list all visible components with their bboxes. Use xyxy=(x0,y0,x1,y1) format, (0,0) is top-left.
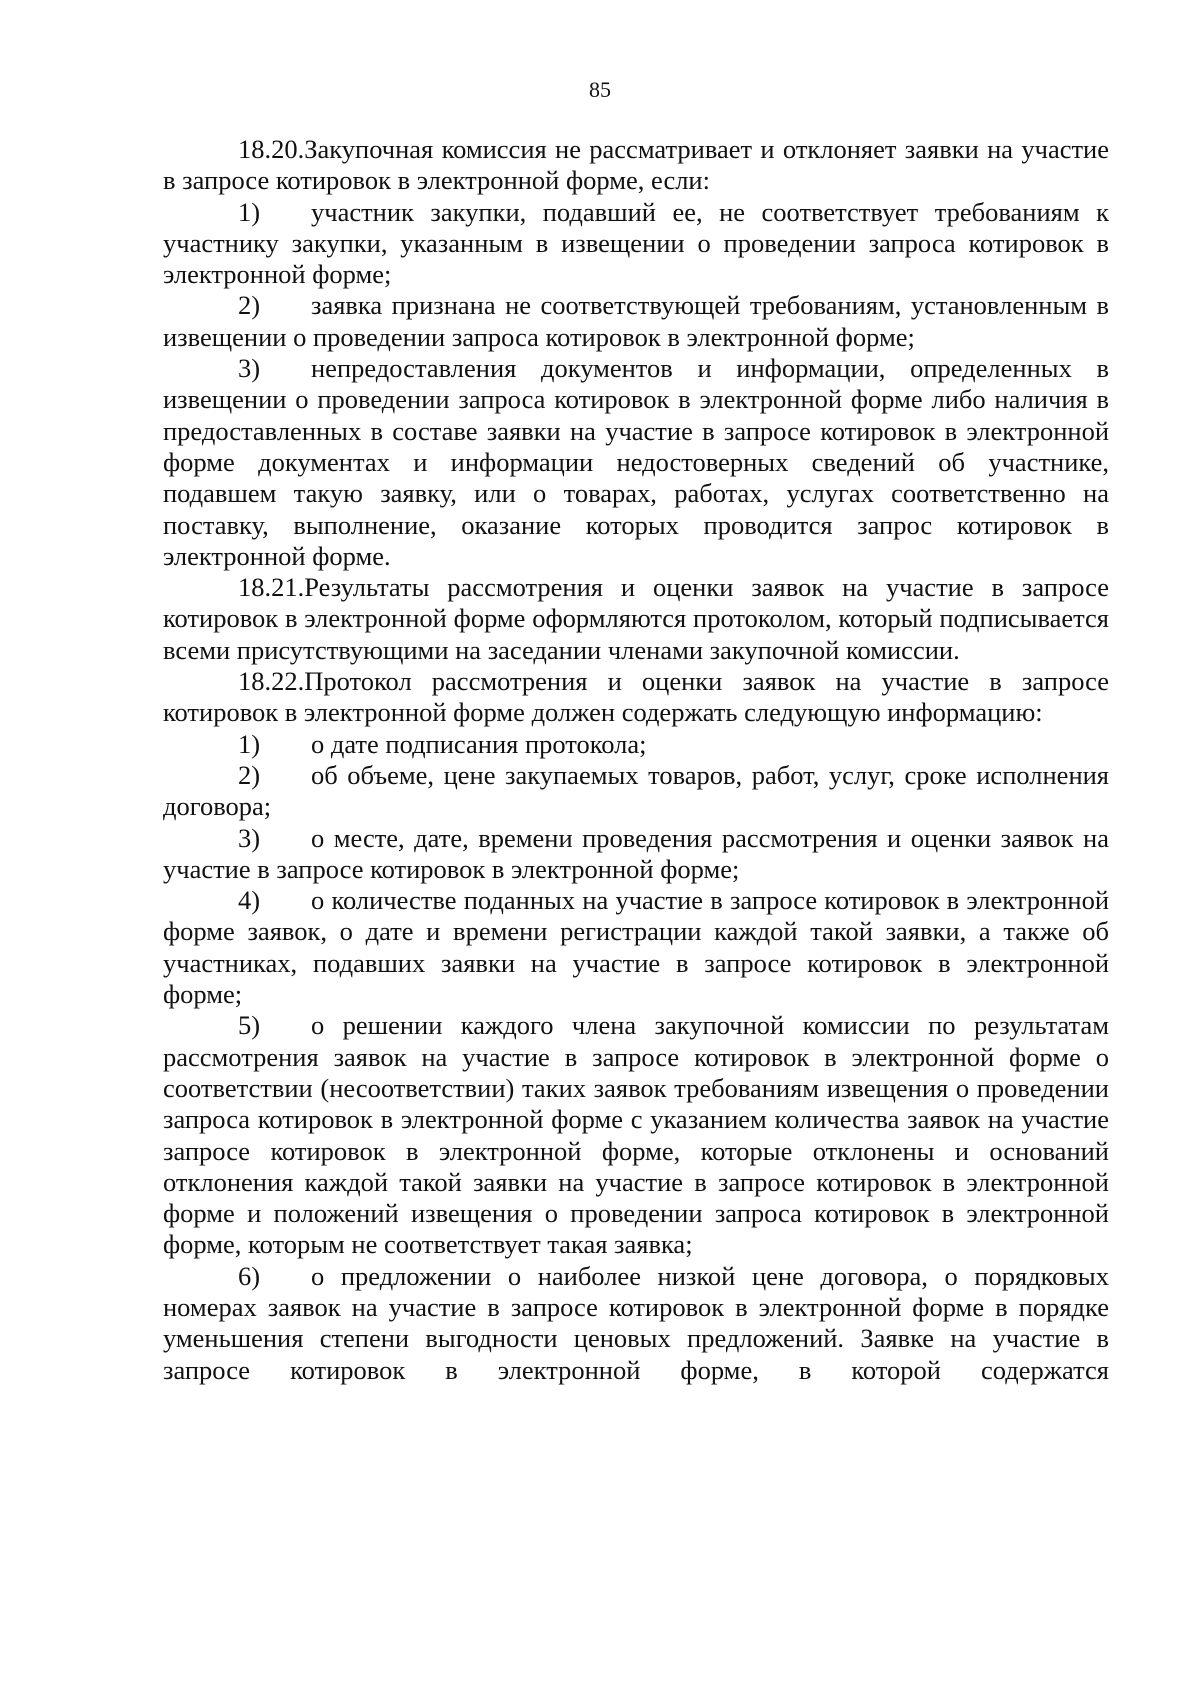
paragraph-18-21 xyxy=(163,572,1109,666)
paragraph-text: 18.21.Результаты рассмотрения и оценки заявок на участие в запросе котировок в электронной форме оформляются протоколом, который подписывается всеми присутствующими на заседании членами закупочной комиссии. xyxy=(163,572,1109,665)
list-marker: 1) xyxy=(238,728,261,759)
list-marker: 4) xyxy=(238,885,261,916)
list-item-2 xyxy=(163,290,1109,353)
list-marker: 5) xyxy=(238,1010,261,1041)
protocol-item-1 xyxy=(163,729,1109,760)
protocol-item-3 xyxy=(163,823,1109,886)
list-marker: 2) xyxy=(238,759,261,790)
paragraph-text: 18.20.Закупочная комиссия не рассматривает и отклоняет заявки на участие в запросе котировок в электронной форме, если: xyxy=(163,134,1109,196)
page-number: 85 xyxy=(589,77,611,102)
paragraph-text: 18.22.Протокол рассмотрения и оценки заявок на участие в запросе котировок в электронной форме должен содержать следующую информацию: xyxy=(163,666,1109,728)
list-marker: 3) xyxy=(238,822,261,853)
list-item-text: участник закупки, подавший ее, не соответствует требованиям к участнику закупки, указанным в извещении о проведении запроса котировок в электронной форме; xyxy=(163,196,1109,290)
list-marker: 3) xyxy=(238,353,261,384)
list-item-text: о решении каждого члена закупочной комиссии по результатам рассмотрения заявок на участие в запросе котировок в электронной форме о соответствии (несоответствии) таких заявок требованиям извещения о проведении запроса котировок в электронной форме с указанием количества заявок на участие запросе котировок в электронной форме, которые отклонены и оснований отклонения каждой такой заявки на участие в запросе котировок в электронной форме и положений извещения о проведении запроса котировок в электронной форме, которым не соответствует такая заявка; xyxy=(163,1010,1109,1260)
list-item-text: непредоставления документов и информации, определенных в извещении о проведении запроса котировок в электронной форме либо наличия в предоставленных в составе заявки на участие в запросе котировок в электронной форме документах и информации недостоверных сведений об участнике, подавшем такую заявку, или о товарах, работах, услугах соответственно на поставку, выполнение, оказание которых проводится запрос котировок в электронной форме. xyxy=(163,353,1109,571)
paragraph-18-20 xyxy=(163,134,1109,197)
protocol-item-2 xyxy=(163,760,1109,823)
list-marker: 6) xyxy=(238,1260,261,1291)
list-marker: 1) xyxy=(238,196,261,227)
protocol-item-5 xyxy=(163,1010,1109,1260)
list-item-text: о дате подписания протокола; xyxy=(311,728,647,759)
list-item-1 xyxy=(163,197,1109,291)
protocol-item-4 xyxy=(163,885,1109,1010)
list-item-3 xyxy=(163,353,1109,572)
list-item-text: о месте, дате, времени проведения рассмотрения и оценки заявок на участие в запросе котировок в электронной форме; xyxy=(163,822,1109,884)
list-item-text: о предложении о наиболее низкой цене договора, о порядковых номерах заявок на участие в запросе котировок в электронной форме в порядке уменьшения степени выгодности ценовых предложений. Заявке на участие в запросе котировок в электронной форме, в которой содержатся xyxy=(163,1260,1109,1385)
protocol-item-6 xyxy=(163,1261,1109,1386)
list-item-text: о количестве поданных на участие в запросе котировок в электронной форме заявок, о дате и времени регистрации каждой такой заявки, а также об участниках, подавших заявки на участие в запросе котировок в электронной форме; xyxy=(163,885,1109,1010)
list-marker: 2) xyxy=(238,290,261,321)
list-item-text: об объеме, цене закупаемых товаров, работ, услуг, сроке исполнения договора; xyxy=(163,759,1109,822)
document-body xyxy=(163,134,1109,1386)
list-item-text: заявка признана не соответствующей требованиям, установленным в извещении о проведении запроса котировок в электронной форме; xyxy=(163,290,1109,352)
paragraph-18-22 xyxy=(163,666,1109,729)
